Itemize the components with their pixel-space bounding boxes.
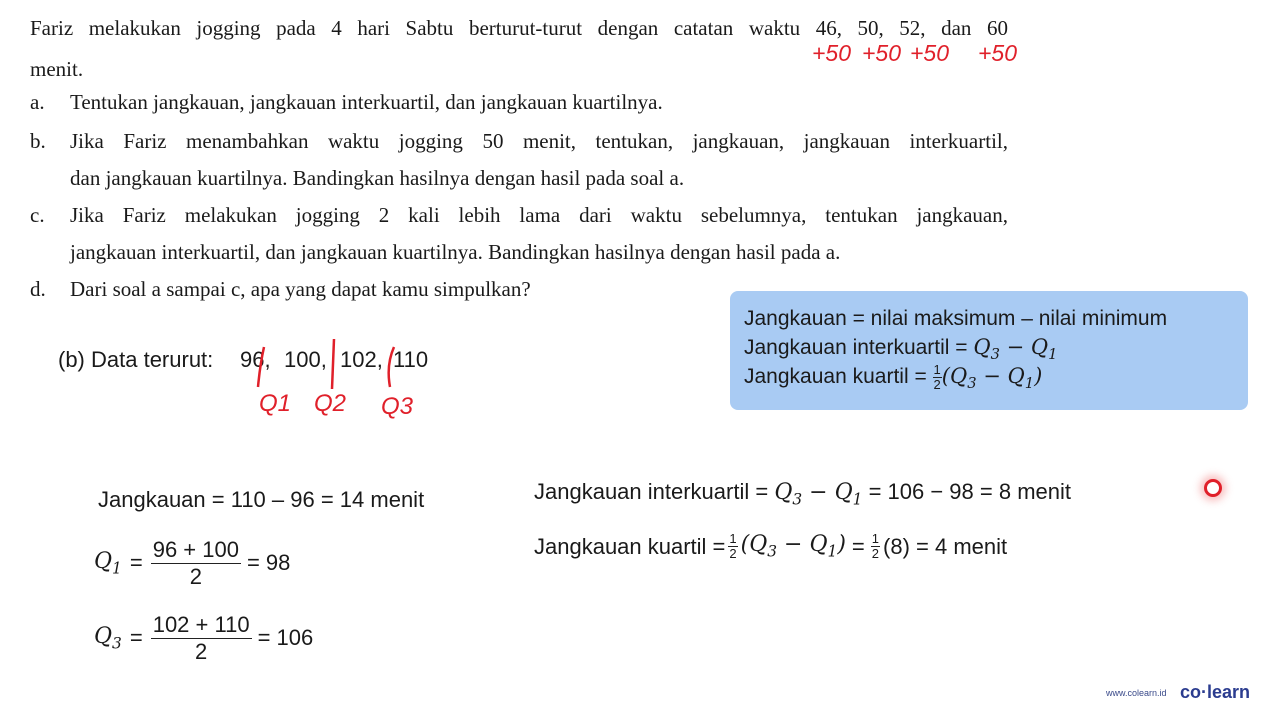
item-b-label: b. — [30, 129, 46, 153]
q1-result: = 98 — [246, 550, 291, 575]
qr-expression: $(Q_3 - Q_1)$ — [740, 532, 846, 561]
handwritten-q2: Q2 — [314, 390, 347, 417]
qr-result — [534, 532, 1007, 561]
iqr-tail: = 106 − 98 = 8 menit — [868, 479, 1071, 504]
quartile-divider-marks — [240, 335, 410, 395]
formula-box — [730, 291, 1248, 410]
intro-line-2: menit. — [30, 57, 84, 81]
q3-calculation — [94, 608, 313, 668]
intro-line-1: Fariz melakukan jogging pada 4 hari Sabtu berturut-turut dengan catatan waktu 46, 50, 52, dan 60 — [30, 16, 1008, 40]
formula-qr-label: Jangkauan kuartil = — [744, 365, 933, 389]
divider-q3 — [389, 347, 394, 387]
formula-range: Jangkauan = nilai maksimum – nilai minimum — [744, 307, 1168, 330]
iqr-label: Jangkauan interkuartil = — [534, 479, 775, 504]
sorted-value-3: 102, — [340, 347, 383, 372]
handwritten-q3: Q3 — [381, 393, 414, 420]
q3-denominator: 2 — [195, 638, 208, 664]
qr-label: Jangkauan kuartil = — [534, 533, 726, 559]
q1-fraction — [151, 537, 241, 590]
item-a-text: Tentukan jangkauan, jangkauan interkuartil, dan jangkauan kuartilnya. — [70, 90, 663, 114]
range-result: Jangkauan = 110 – 96 = 14 menit — [98, 487, 425, 512]
q3-numerator: 102 + 110 — [152, 611, 250, 637]
formula-qr-expression: $(Q_3 - Q_1)$ — [941, 364, 1043, 393]
handwritten-plus50-2: +50 — [862, 40, 902, 66]
item-c-label: c. — [30, 203, 45, 227]
q3-symbol: $Q_3$ — [94, 623, 122, 653]
item-b-line-1: Jika Fariz menambahkan waktu jogging 50 menit, tentukan, jangkauan, jangkauan interkuartil, — [70, 129, 1008, 153]
qr-tail: (8) = 4 menit — [883, 533, 1008, 559]
iqr-expression: $Q_3 - Q_1$ — [774, 480, 863, 509]
qr-half-1: $\frac{1}{2}$ — [729, 531, 737, 561]
sorted-data-label: (b) Data terurut: — [58, 347, 214, 372]
item-c-line-2: jangkauan interkuartil, dan jangkauan kuartilnya. Bandingkan hasilnya dengan hasil pada a. — [70, 240, 841, 264]
handwritten-plus50-3: +50 — [910, 40, 950, 66]
item-a-label: a. — [30, 90, 45, 114]
q1-equals: = — [129, 550, 143, 575]
item-b-line-2: dan jangkauan kuartilnya. Bandingkan hasilnya dengan hasil pada soal a. — [70, 166, 685, 190]
colearn-logo: co·learn — [1180, 682, 1251, 702]
pointer-dot — [1204, 479, 1222, 497]
formula-qr-half: $\frac{1}{2}$ — [933, 362, 941, 392]
q3-equals: = — [129, 625, 143, 650]
formula-iqr-label: Jangkauan interkuartil = — [744, 336, 974, 359]
q3-fraction — [151, 612, 252, 665]
q1-symbol: $Q_1$ — [94, 548, 122, 578]
q1-numerator: 96 + 100 — [152, 536, 239, 562]
sorted-value-4: 110 — [393, 347, 429, 372]
footer-url: www.colearn.id — [1106, 688, 1167, 698]
qr-equals: = — [851, 533, 865, 559]
q1-denominator: 2 — [189, 563, 202, 589]
handwritten-plus50-4: +50 — [978, 40, 1018, 66]
iqr-result — [534, 479, 1071, 508]
sorted-value-2: 100, — [284, 347, 327, 372]
formula-qr — [744, 363, 1042, 392]
q1-calculation — [94, 533, 290, 593]
q3-result: = 106 — [257, 625, 314, 650]
item-d-label: d. — [30, 277, 46, 301]
formula-iqr-expression: $Q_3 - Q_1$ — [973, 335, 1058, 364]
formula-iqr — [744, 335, 1058, 363]
sorted-value-1: 96, — [240, 347, 271, 372]
handwritten-plus50-1: +50 — [812, 40, 852, 66]
item-d-text: Dari soal a sampai c, apa yang dapat kamu simpulkan? — [70, 277, 531, 301]
qr-half-2: $\frac{1}{2}$ — [871, 531, 880, 561]
handwritten-q1: Q1 — [259, 390, 292, 417]
item-c-line-1: Jika Fariz melakukan jogging 2 kali lebih lama dari waktu sebelumnya, tentukan jangkauan, — [70, 203, 1008, 227]
divider-q2 — [332, 339, 334, 389]
divider-q1 — [258, 347, 264, 387]
